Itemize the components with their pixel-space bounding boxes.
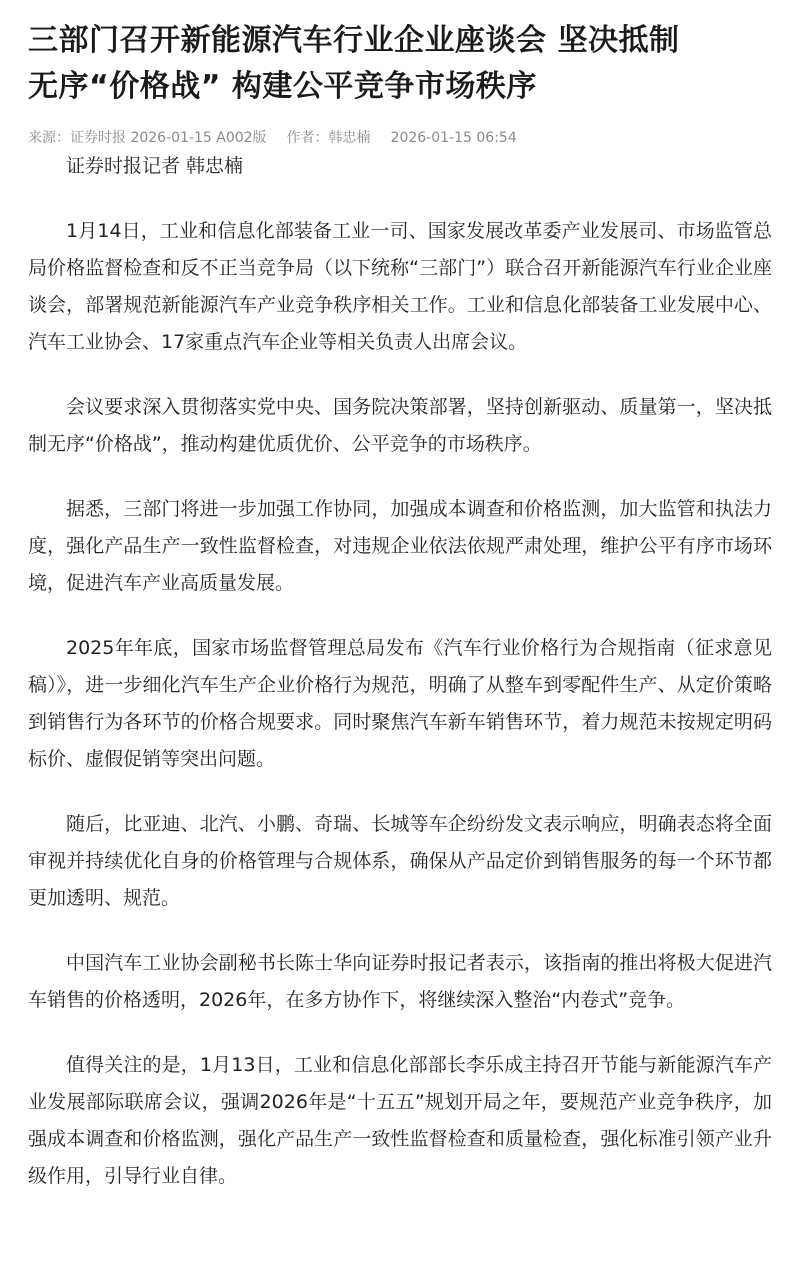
title-line-1: 三部门召开新能源汽车行业企业座谈会 坚决抵制 [28,23,680,58]
paragraph-5: 随后，比亚迪、北汽、小鹏、奇瑞、长城等车企纷纷发文表示响应，明确表态将全面审视并持续优化自身的价格管理与合规体系，确保从产品定价到销售服务的每一个环节都更加透明、规范。 [28,813,772,909]
meta-datetime: 2026-01-15 06:54 [390,130,517,146]
article-byline: 证券时报记者 韩忠楠 [66,155,244,177]
article-title [28,0,772,110]
meta-author: 作者：韩忠楠 [286,130,371,146]
meta-source: 来源：证券时报 2026-01-15 A002版 [28,130,267,146]
paragraph-4: 2025年年底，国家市场监督管理总局发布《汽车行业价格行为合规指南（征求意见稿）》，进一步细化汽车生产企业价格行为规范，明确了从整车到零配件生产、从定价策略到销售行为各环节的价格合规要求。同时聚焦汽车新车销售环节，着力规范未按规定明码标价、虚假促销等突出问题。 [28,637,772,770]
paragraph-6: 中国汽车工业协会副秘书长陈士华向证券时报记者表示，该指南的推出将极大促进汽车销售的价格透明，2026年，在多方协作下，将继续深入整治“内卷式”竞争。 [28,952,772,1011]
paragraph-7: 值得关注的是，1月13日，工业和信息化部部长李乐成主持召开节能与新能源汽车产业发展部际联席会议，强调2026年是“十五五”规划开局之年，要规范产业竞争秩序，加强成本调查和价格监测，强化产品生产一致性监督检查和质量检查，强化标准引领产业升级作用，引导行业自律。 [28,1054,772,1187]
article-meta [28,128,772,148]
title-line-2: 无序“价格战” 构建公平竞争市场秩序 [28,69,537,104]
paragraph-3: 据悉，三部门将进一步加强工作协同，加强成本调查和价格监测，加大监管和执法力度，强化产品生产一致性监督检查，对违规企业依法依规严肃处理，维护公平有序市场环境，促进汽车产业高质量发展。 [28,498,772,594]
paragraph-2: 会议要求深入贯彻落实党中央、国务院决策部署，坚持创新驱动、质量第一，坚决抵制无序“价格战”，推动构建优质优价、公平竞争的市场秩序。 [28,396,772,455]
paragraph-1: 1月14日，工业和信息化部装备工业一司、国家发展改革委产业发展司、市场监管总局价格监督检查和反不正当竞争局（以下统称“三部门”）联合召开新能源汽车行业企业座谈会，部署规范新能源汽车产业竞争秩序相关工作。工业和信息化部装备工业发展中心、汽车工业协会、17家重点汽车企业等相关负责人出席会议。 [28,220,772,353]
